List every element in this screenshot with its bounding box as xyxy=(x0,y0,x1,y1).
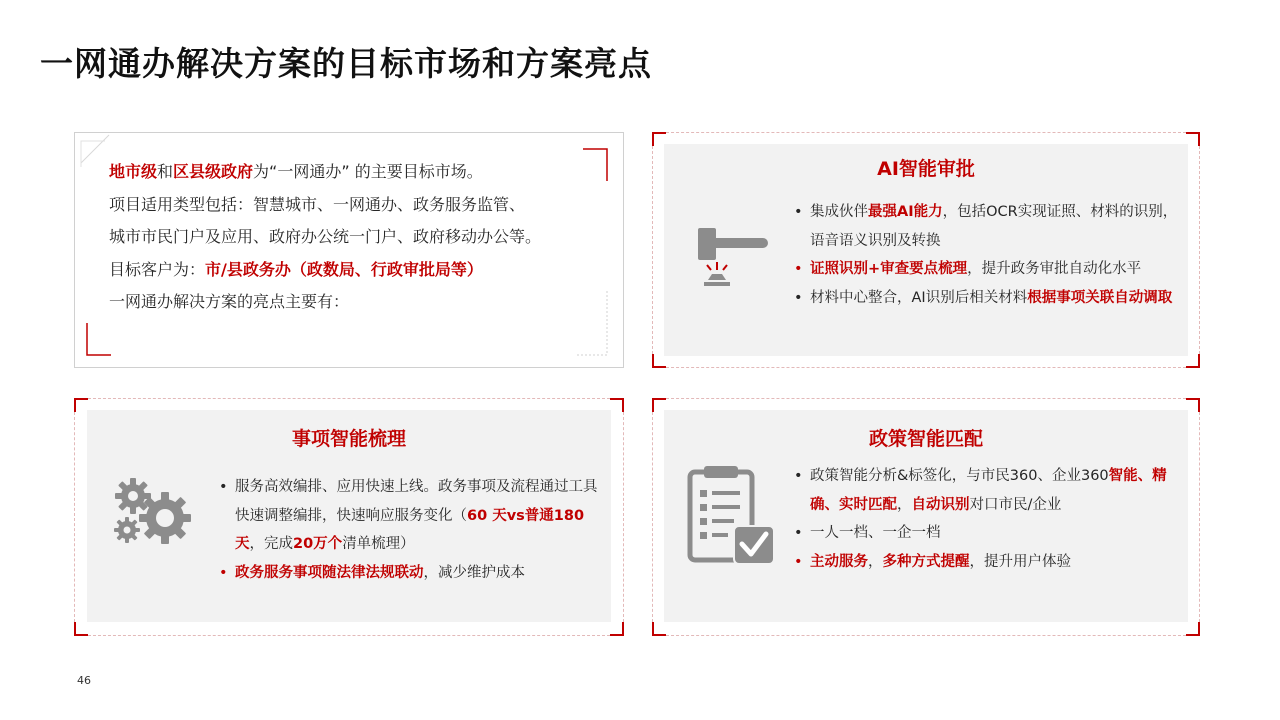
intro-line-2: 项目适用类型包括：智慧城市、一网通办、政务服务监管、 xyxy=(109,194,526,214)
gears-icon xyxy=(109,472,199,552)
card-panel xyxy=(664,144,1188,356)
b-part: ， xyxy=(897,496,912,513)
intro-l4-p1: 市/县政务办（政数局、行政审批局等） xyxy=(205,259,483,279)
intro-l1-p2: 区县级政府 xyxy=(173,162,254,181)
b-part: 主动服务 xyxy=(810,553,868,570)
dashed-border xyxy=(666,367,1186,368)
bullet-dot: • xyxy=(219,479,228,495)
intro-l1-p3: 为“一网通办” 的主要目标市场。 xyxy=(253,162,483,181)
intro-l1-p0: 地市级 xyxy=(109,162,158,181)
b-part: 最强AI能力 xyxy=(868,204,943,220)
dashed-border xyxy=(1199,146,1200,354)
card-title: AI智能审批 xyxy=(877,158,975,180)
b-part: 智能、精确、实时匹配 xyxy=(810,468,1167,513)
intro-line-3: 城市市民门户及应用、政府办公统一门户、政府移动办公等。 xyxy=(109,227,542,246)
b-part: 政务服务事项随法律法规联动 xyxy=(235,564,424,581)
card-ai-approval xyxy=(652,132,1200,368)
dashed-border xyxy=(1199,412,1200,622)
dashed-border xyxy=(666,398,1186,399)
b-part: ，包括OCR实现证照、材料的识别，语音语义识别及转换 xyxy=(810,204,1178,249)
card-title: 政策智能匹配 xyxy=(868,428,983,450)
b-part: 自动识别 xyxy=(911,496,970,513)
dashed-border xyxy=(666,132,1186,133)
corner xyxy=(74,622,88,636)
page-title: 一网通办解决方案的目标市场和方案亮点 xyxy=(40,44,652,83)
bullet-dot: • xyxy=(794,261,803,277)
intro-line-5: 一网通办解决方案的亮点主要有： xyxy=(109,292,350,311)
corner xyxy=(1186,354,1200,368)
list-item xyxy=(794,548,1184,577)
b-part: 材料中心整合，AI识别后相关材料 xyxy=(810,289,1028,306)
corner xyxy=(1186,398,1200,412)
corner xyxy=(1186,622,1200,636)
bullet-dot: • xyxy=(794,289,803,306)
b-part: 一人一档、一企一档 xyxy=(810,525,941,541)
intro-l1-p1: 和 xyxy=(157,162,174,181)
clipboard-check-icon xyxy=(686,464,778,568)
b-part: ，提升用户体验 xyxy=(969,553,1071,570)
dashed-border xyxy=(652,412,653,622)
bullet-dot: • xyxy=(219,564,228,581)
gavel-icon xyxy=(692,224,772,294)
b-part: 根据事项关联自动调取 xyxy=(1027,289,1173,306)
b-part: ，提升政务审批自动化水平 xyxy=(967,261,1142,277)
corner xyxy=(652,622,666,636)
page-number: 46 xyxy=(77,674,91,687)
b-part: 服务高效编排、应用快速上线。政务事项及流程通过工具快速调整编排，快速响应服务变化（ xyxy=(235,479,598,524)
list-item xyxy=(794,519,1184,548)
bullet-dot: • xyxy=(794,204,803,220)
card-matter-sorting xyxy=(74,398,624,636)
b-part: 20万个 xyxy=(293,536,343,552)
b-part: 清单梳理） xyxy=(342,536,415,552)
b-part: 对口市民/企业 xyxy=(969,496,1062,513)
list-item xyxy=(219,559,599,588)
dashed-border xyxy=(652,146,653,354)
list-item xyxy=(794,462,1184,519)
list-item xyxy=(794,284,1184,313)
matters-bullets xyxy=(219,473,599,587)
card-title: 事项智能梳理 xyxy=(291,428,406,450)
b-part: 政策智能分析&标签化，与市民360、企业360 xyxy=(810,468,1109,484)
dashed-border xyxy=(88,635,610,636)
b-part: ， xyxy=(868,553,883,570)
b-part: ，完成 xyxy=(249,536,293,552)
intro-line-4 xyxy=(109,257,619,283)
intro-line-1 xyxy=(109,159,619,185)
b-part: 证照识别+审查要点梳理 xyxy=(810,261,968,277)
intro-box xyxy=(74,132,624,368)
list-item xyxy=(794,198,1184,255)
list-item xyxy=(794,255,1184,284)
bullet-dot: • xyxy=(794,525,803,541)
dashed-border xyxy=(623,412,624,622)
policy-bullets xyxy=(794,462,1184,576)
corner xyxy=(610,398,624,412)
corner xyxy=(1186,132,1200,146)
list-item xyxy=(219,473,599,559)
bullet-dot: • xyxy=(794,553,803,570)
card-policy-matching xyxy=(652,398,1200,636)
dashed-border xyxy=(88,398,610,399)
card-panel xyxy=(87,410,611,622)
intro-l4-p0: 目标客户为： xyxy=(109,259,206,279)
b-part: 60 天vs普通180天 xyxy=(235,507,585,552)
corner xyxy=(652,354,666,368)
bullet-dot: • xyxy=(794,468,803,484)
b-part: ，减少维护成本 xyxy=(423,564,525,581)
dashed-border xyxy=(666,635,1186,636)
b-part: 集成伙伴 xyxy=(810,204,868,220)
corner xyxy=(74,398,88,412)
corner xyxy=(610,622,624,636)
ai-bullets xyxy=(794,198,1184,312)
b-part: 多种方式提醒 xyxy=(882,553,970,570)
card-panel xyxy=(664,410,1188,622)
dashed-border xyxy=(74,412,75,622)
